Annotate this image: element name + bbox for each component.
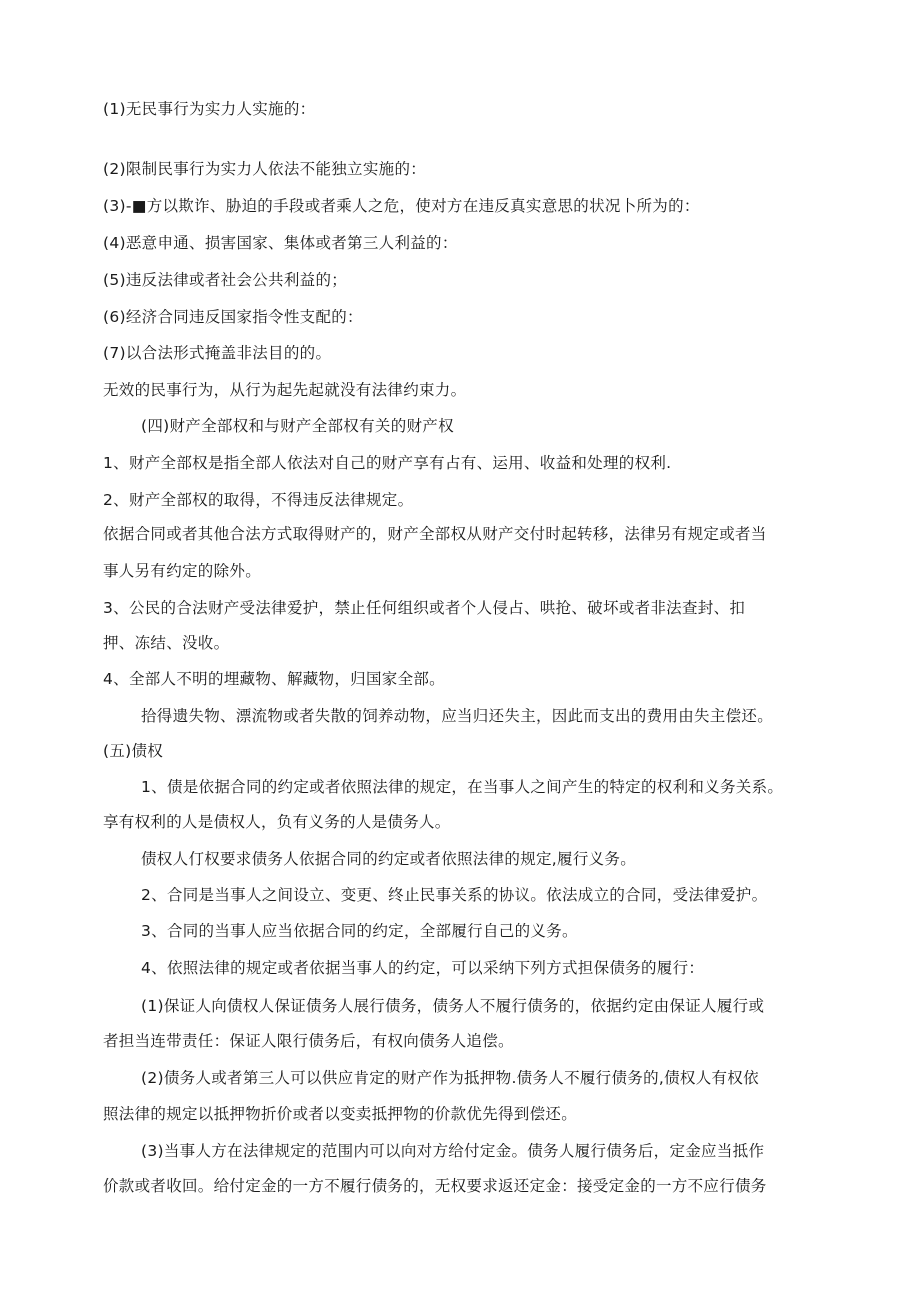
text-line: 债权人仃权要求债务人依据合同的约定或者依照法律的规定,履行义务。 [141,850,637,868]
text-line: 4、全部人不明的埋藏物、解藏物，归国家全部。 [103,670,445,688]
text-line: (2)限制民事行为实力人依法不能独立实施的： [103,160,427,178]
text-line: 价款或者收回。给付定金的一方不履行债务的，无权要求返还定金：接受定金的一方不应行债务 [103,1177,767,1195]
text-line: 照法律的规定以抵押物折价或者以变卖抵押物的价款优先得到偿还。 [103,1105,578,1123]
text-line: 2、合同是当事人之间设立、变更、终止民事关系的协议。依法成立的合同，受法律爱护。 [141,886,768,904]
text-line: (7)以合法形式掩盖非法目的的。 [103,344,332,362]
text-line: 享有权利的人是债权人，负有义务的人是债务人。 [103,813,451,831]
section-heading: (四)财产全部权和与财产全部权有关的财产权 [141,417,454,435]
text-line: (1)无民事行为实力人实施的： [103,100,316,118]
text-line: (3)-■方以欺诈、胁迫的手段或者乘人之危，使对方在违反真实意思的状况卜所为的： [103,197,700,215]
text-line: 依据合同或者其他合法方式取得财产的，财产全部权从财产交付时起转移，法律另有规定或者当 [103,525,767,543]
text-line: (3)当事人方在法律规定的范围内可以向对方给付定金。债务人履行债务后，定金应当抵作 [141,1142,765,1160]
text-line: 3、合同的当事人应当依据合同的约定，全部履行自己的义务。 [141,922,578,940]
text-line: 拾得遗失物、漂流物或者失散的饲养动物，应当归还失主，因此而支出的费用由失主偿还。 [141,707,774,725]
text-line: 1、财产全部权是指全部人依法对自己的财产享有占有、运用、收益和处理的权利. [103,454,672,472]
text-line: (2)债务人或者第三人可以供应肯定的财产作为抵押物.债务人不履行债务的,债权人有权依 [141,1069,759,1087]
text-line: 押、冻结、没收。 [103,634,230,652]
text-line: 者担当连带责任：保证人限行债务后，有权向债务人追偿。 [103,1032,514,1050]
section-heading: (五)债权 [103,742,164,760]
text-line: 事人另有约定的除外。 [103,562,262,580]
text-line: 2、财产全部权的取得，不得违反法律规定。 [103,491,414,509]
text-line: 1、债是依据合同的约定或者依照法律的规定，在当事人之间产生的特定的权利和义务关系。 [141,778,784,796]
text-line: 无效的民事行为，从行为起先起就没有法律约束力。 [103,381,467,399]
text-line: (1)保证人向债权人保证债务人展行债务，债务人不履行债务的，依据约定由保证人履行或 [141,997,765,1015]
text-line: (5)违反法律或者社会公共利益的； [103,271,348,289]
text-line: (4)恶意申通、损害国家、集体或者第三人利益的： [103,234,458,252]
text-line: 4、依照法律的规定或者依据当事人的约定，可以采纳下列方式担保债务的履行： [141,959,705,977]
text-line: 3、公民的合法财产受法律爱护，禁止任何组织或者个人侵占、哄抢、破坏或者非法查封、扣 [103,599,746,617]
text-line: (6)经济合同违反国家指令性支配的： [103,308,363,326]
